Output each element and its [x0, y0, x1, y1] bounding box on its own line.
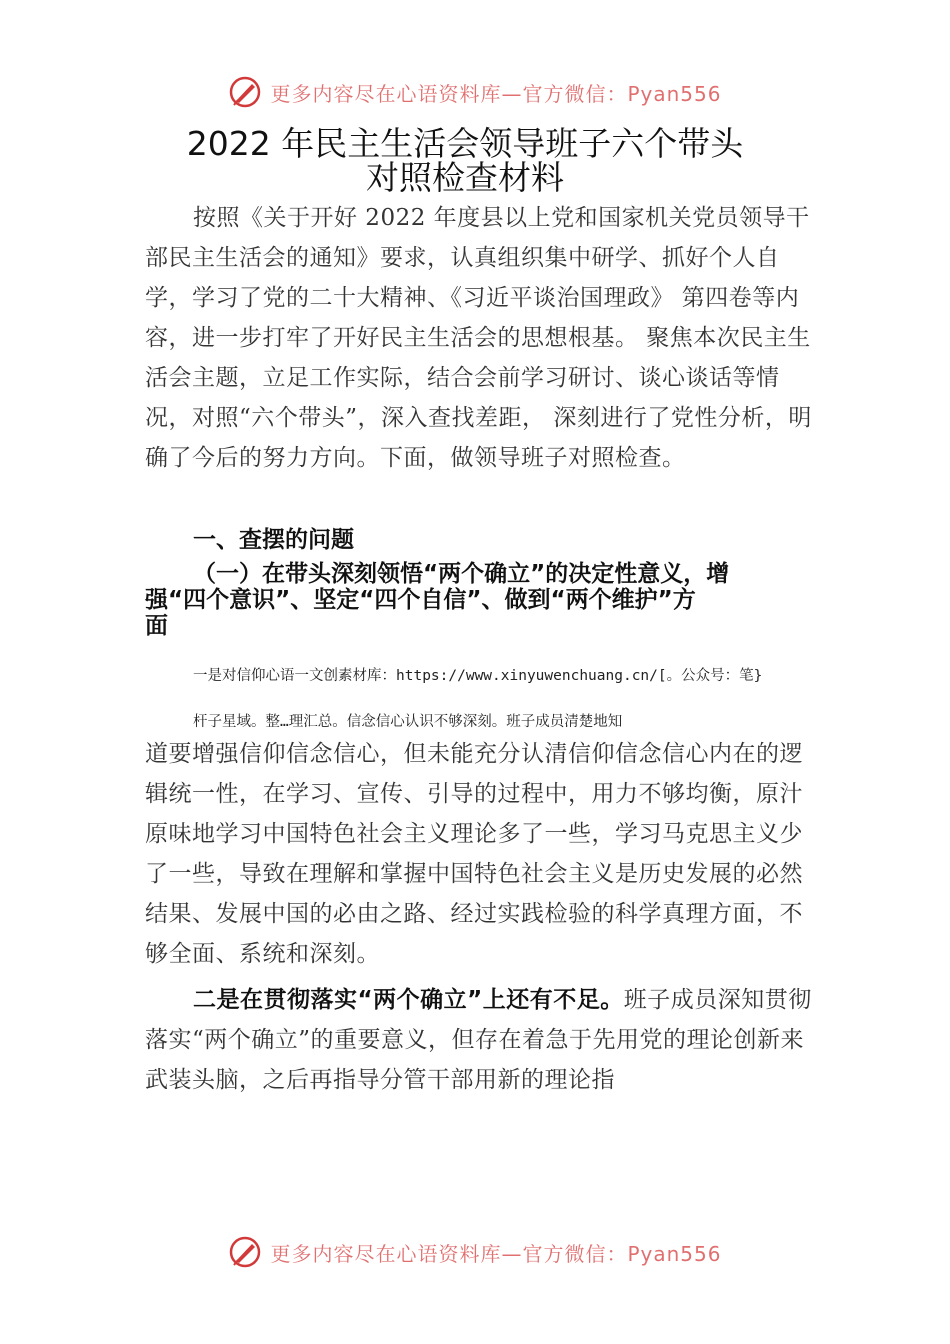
point-two-paragraph — [145, 980, 815, 1100]
document-title-line2: 对照检查材料 — [366, 158, 564, 197]
watermark-text: 更多内容尽在心语资料库—官方微信：Pyan556 — [270, 1241, 722, 1266]
section-heading: 一、查摆的问题 — [193, 527, 354, 553]
document-title-line1: 2022 年民主生活会领导班子六个带头 — [186, 124, 744, 163]
pen-circle-logo-icon — [228, 75, 262, 109]
source-note-line: 一是对信仰心语一文创素材库：https://www.xinyuwenchuang.cn/[。公众号：笔} — [193, 668, 763, 684]
subsection-heading-line3: 面 — [145, 613, 168, 639]
subsection-heading-line2: 强“四个意识”、坚定“四个自信”、做到“两个维护”方 — [145, 587, 696, 613]
point-one-paragraph: 道要增强信仰信念信心，但未能充分认清信仰信念信心内在的逻辑统一性，在学习、宣传、引导的过程中，用力不够均衡，原汁原味地学习中国特色社会主义理论多了一些，学习马克思主义少了一些，导致在理解和掌握中国特色社会主义是历史发展的必然结果、发展中国的必由之路、经过实践检验的科学真理方面，不够全面、系统和深刻。 — [145, 741, 803, 967]
subsection-heading-line1: （一）在带头深刻领悟“两个确立”的决定性意义，增 — [193, 561, 730, 587]
point-two-lead: 二是在贯彻落实“两个确立”上还有不足。 — [193, 987, 624, 1013]
point-two-text: 班子成员深知贯彻落实“两个确立”的重要意义，但存在着急于先用党的理论创新来武装头脑，之后再指导分管干部用新的理论指 — [145, 987, 812, 1093]
footer-watermark — [0, 1232, 950, 1272]
point-one-start-line: 杆子星域。整…理汇总。信念信心认识不够深刻。班子成员清楚地知 — [193, 714, 623, 730]
watermark-text: 更多内容尽在心语资料库—官方微信：Pyan556 — [270, 81, 722, 106]
intro-paragraph: 按照《关于开好 2022 年度县以上党和国家机关党员领导干部民主生活会的通知》要求，认真组织集中研学、抓好个人自学，学习了党的二十大精神、《习近平谈治国理政》 第四卷等内容，进一步打牢了开好民主生活会的思想根基。 聚焦本次民主生活会主题，立足工作实际，结合会前学习研讨、谈心谈话等情况，对照“六个带头”，深入查找差距， 深刻进行了党性分析，明确了今后的努力方向。下面，做领导班子对照检查。 — [145, 205, 812, 471]
header-watermark — [0, 72, 950, 112]
pen-circle-logo-icon — [228, 1235, 262, 1269]
